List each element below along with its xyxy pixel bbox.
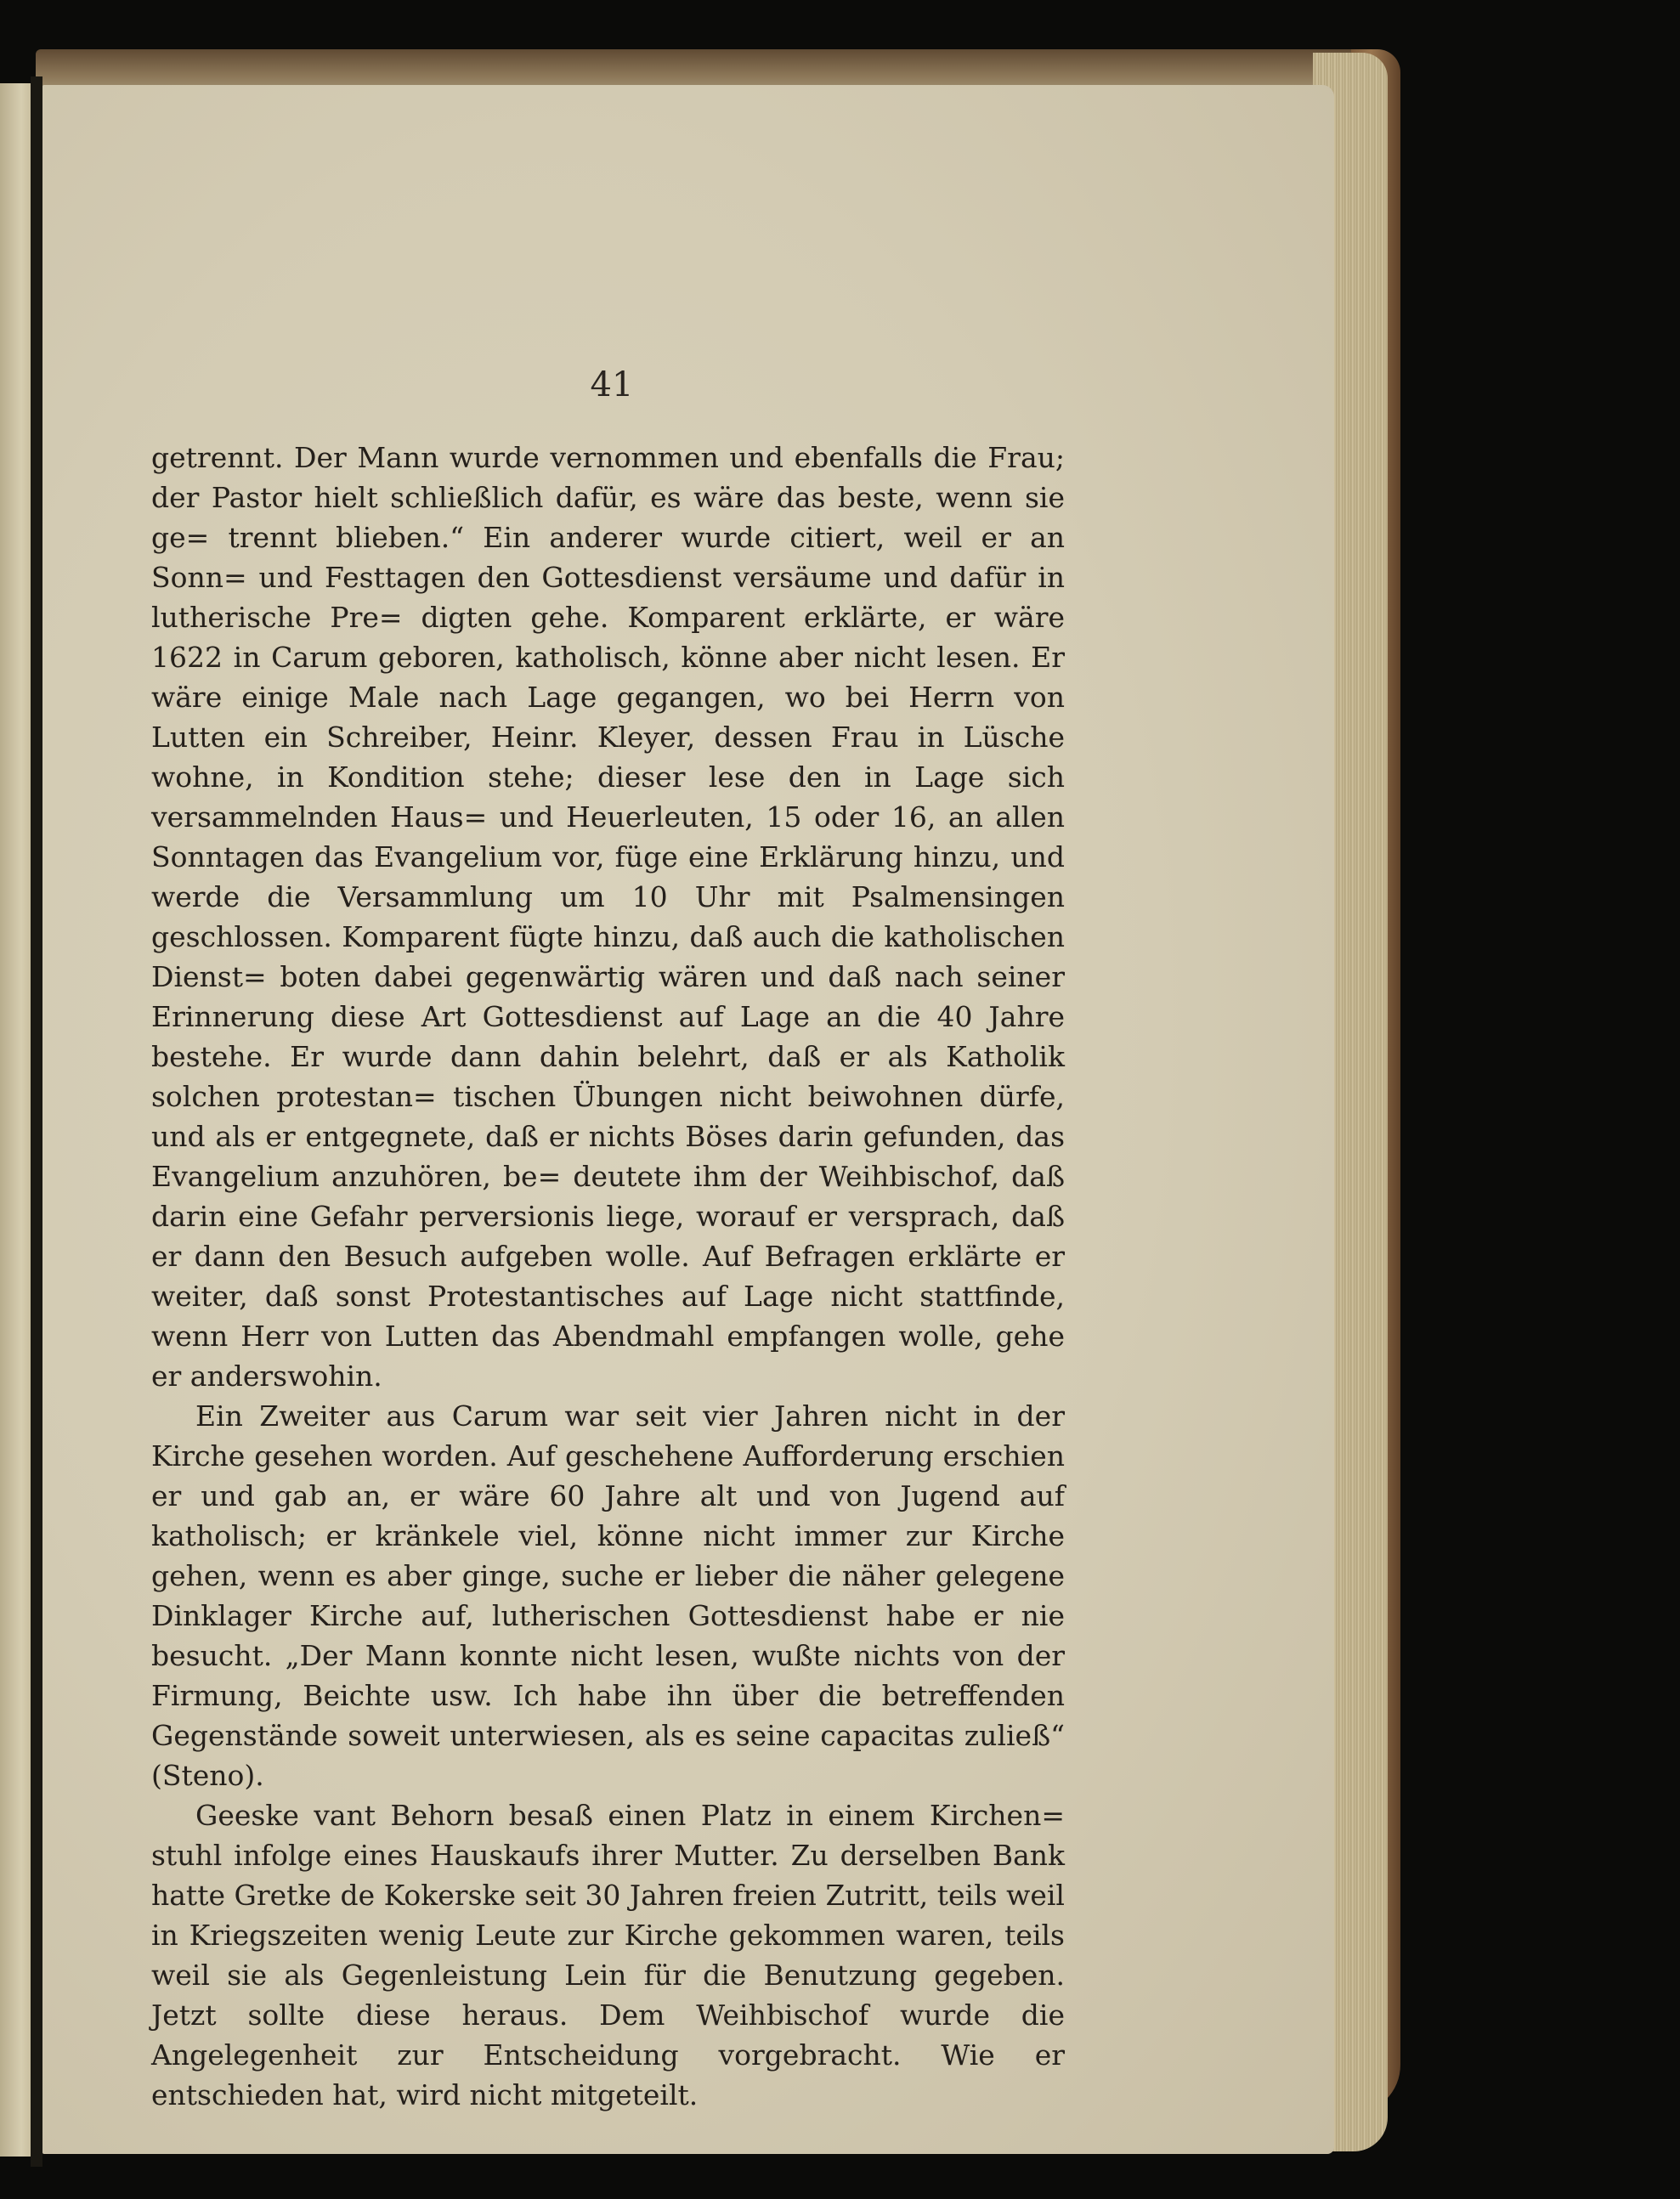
book-page <box>42 85 1334 2154</box>
paragraph-3: Geeske vant Behorn besaß einen Platz in einem Kirchen= stuhl infolge eines Hauskaufs ihrer Mutter. Zu derselben Bank hatte Gretke de Kokerske seit 30 Jahren freien Zutritt, teils weil in Kriegszeiten wenig Leute zur Kirche gekommen waren, teils weil sie als Gegenleistung Lein für die Benutzung gegeben. Jetzt sollte diese heraus. Dem Weihbischof wurde die Angelegenheit zur Entscheidung vorgebracht. Wie er entschieden hat, wird nicht mitgeteilt. <box>151 1799 1065 2111</box>
page-number: 41 <box>590 365 634 404</box>
paragraph-2: Ein Zweiter aus Carum war seit vier Jahren nicht in der Kirche gesehen worden. Auf geschehene Aufforderung erschien er und gab an, er wäre 60 Jahre alt und von Jugend auf katholisch; er kränkele viel, könne nicht immer zur Kirche gehen, wenn es aber ginge, suche er lieber die näher gelegene Dinklager Kirche auf, lutherischen Gottesdienst habe er nie besucht. „Der Mann konnte nicht lesen, wußte nichts von der Firmung, Beichte usw. Ich habe ihn über die betreffenden Gegenstände soweit unterwiesen, als es seine capacitas zuließ“ (Steno). <box>151 1399 1065 1792</box>
book-gutter <box>31 76 42 2167</box>
paragraph-1: getrennt. Der Mann wurde vernommen und ebenfalls die Frau; der Pastor hielt schließlich dafür, es wäre das beste, wenn sie ge= trennt blieben.“ Ein anderer wurde citiert, weil er an Sonn= und Festtagen den Gottesdienst versäume und dafür in lutherische Pre= digten gehe. Komparent erklärte, er wäre 1622 in Carum geboren, katholisch, könne aber nicht lesen. Er wäre einige Male nach Lage gegangen, wo bei Herrn von Lutten ein Schreiber, Heinr. Kleyer, dessen Frau in Lüsche wohne, in Kondition stehe; dieser lese den in Lage sich versammelnden Haus= und Heuerleuten, 15 oder 16, an allen Sonntagen das Evangelium vor, füge eine Erklärung hinzu, und werde die Versammlung um 10 Uhr mit Psalmensingen geschlossen. Komparent fügte hinzu, daß auch die katholischen Dienst= boten dabei gegenwärtig wären und daß nach seiner Erinnerung diese Art Gottesdienst auf Lage an die 40 Jahre bestehe. Er wurde dann dahin belehrt, daß er als Katholik solchen protestan= tischen Übungen nicht beiwohnen dürfe, und als er entgegnete, daß er nichts Böses darin gefunden, das Evangelium anzuhören, be= deutete ihm der Weihbischof, daß darin eine Gefahr perversionis liege, worauf er versprach, daß er dann den Besuch aufgeben wolle. Auf Befragen erklärte er weiter, daß sonst Protestantisches auf Lage nicht stattfinde, wenn Herr von Lutten das Abendmahl empfangen wolle, gehe er anderswohin. <box>151 441 1065 1393</box>
page-text <box>151 438 1065 2115</box>
